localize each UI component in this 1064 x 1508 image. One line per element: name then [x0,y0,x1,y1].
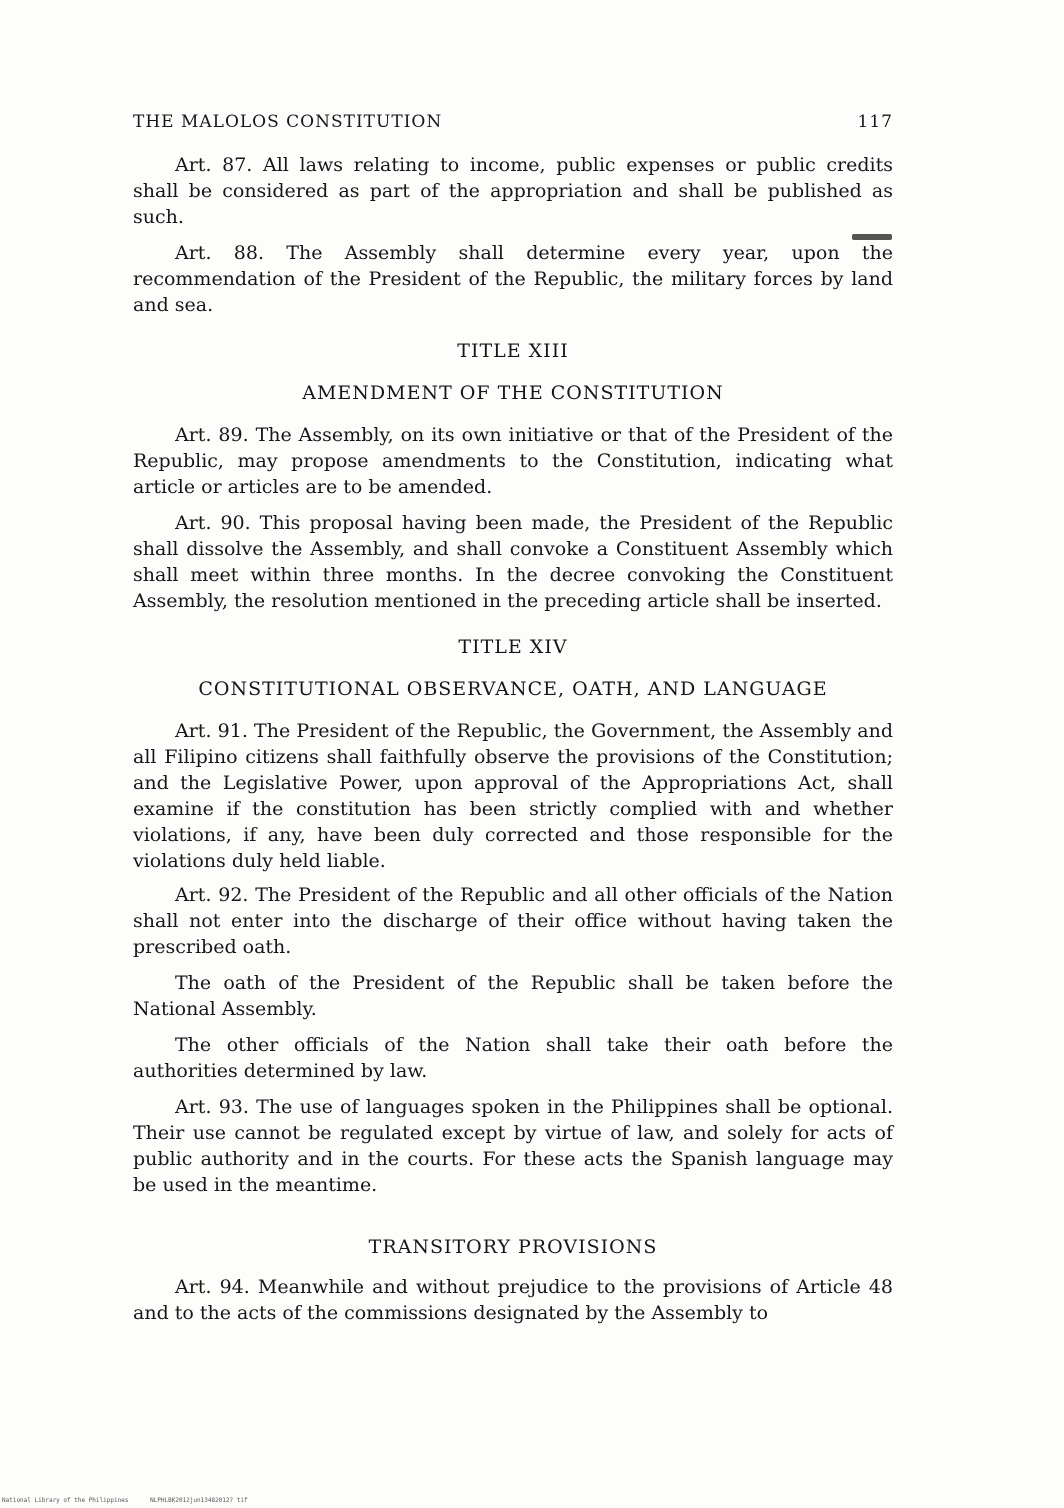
transitory-provisions-heading: TRANSITORY PROVISIONS [368,1236,658,1258]
article-93: Art. 93. The use of languages spoken in the Philippines shall be optional. Their use cannot be regulated except by virtue of law, and solely for acts of public authority and in the courts. For these acts the Spanish language may be used in the meantime. [133,1096,893,1196]
scan-footer [2,1497,402,1507]
article-88: Art. 88. The Assembly shall determine every year, upon the recommendation of the President of the Republic, the military forces by land and sea. [133,242,893,316]
file-identifier: NLPHLBK2012jun13482012? tif [150,1497,248,1504]
article-89: Art. 89. The Assembly, on its own initiative or that of the President of the Republic, may propose amendments to the Constitution, indicating what article or articles are to be amended. [133,424,893,498]
article-92: Art. 92. The President of the Republic and all other officials of the Nation shall not enter into the discharge of their office without having taken the prescribed oath. [133,884,893,958]
article-87: Art. 87. All laws relating to income, public expenses or public credits shall be considered as part of the appropriation and shall be published as such. [133,154,893,228]
article-92-oath-officials: The other officials of the Nation shall take their oath before the authorities determined by law. [133,1034,893,1082]
article-91: Art. 91. The President of the Republic, the Government, the Assembly and all Filipino citizens shall faithfully observe the provisions of the Constitution; and the Legislative Power, upon approval of the Appropriations Act, shall examine if the constitution has been strictly complied with and whether violations, if any, have been duly corrected and those responsible for the violations duly held liable. [133,720,893,872]
title-xiv: TITLE XIV [458,636,568,658]
page-header [133,112,893,138]
title-xiii: TITLE XIII [457,340,569,362]
library-credit: National Library of the Philippines [2,1497,129,1504]
page-body [133,152,893,1336]
title-xiii-heading: AMENDMENT OF THE CONSTITUTION [302,382,724,404]
article-94: Art. 94. Meanwhile and without prejudice to the provisions of Article 48 and to the acts of the commissions designated by the Assembly to [133,1276,893,1324]
article-92-oath-president: The oath of the President of the Republic shall be taken before the National Assembly. [133,972,893,1020]
page-number: 117 [857,112,893,132]
title-xiv-heading: CONSTITUTIONAL OBSERVANCE, OATH, AND LANGUAGE [198,678,828,700]
article-90: Art. 90. This proposal having been made, the President of the Republic shall dissolve the Assembly, and shall convoke a Constituent Assembly which shall meet within three months. In the decree convoking the Constituent Assembly, the resolution mentioned in the preceding article shall be inserted. [133,512,893,612]
running-title: THE MALOLOS CONSTITUTION [133,112,443,132]
